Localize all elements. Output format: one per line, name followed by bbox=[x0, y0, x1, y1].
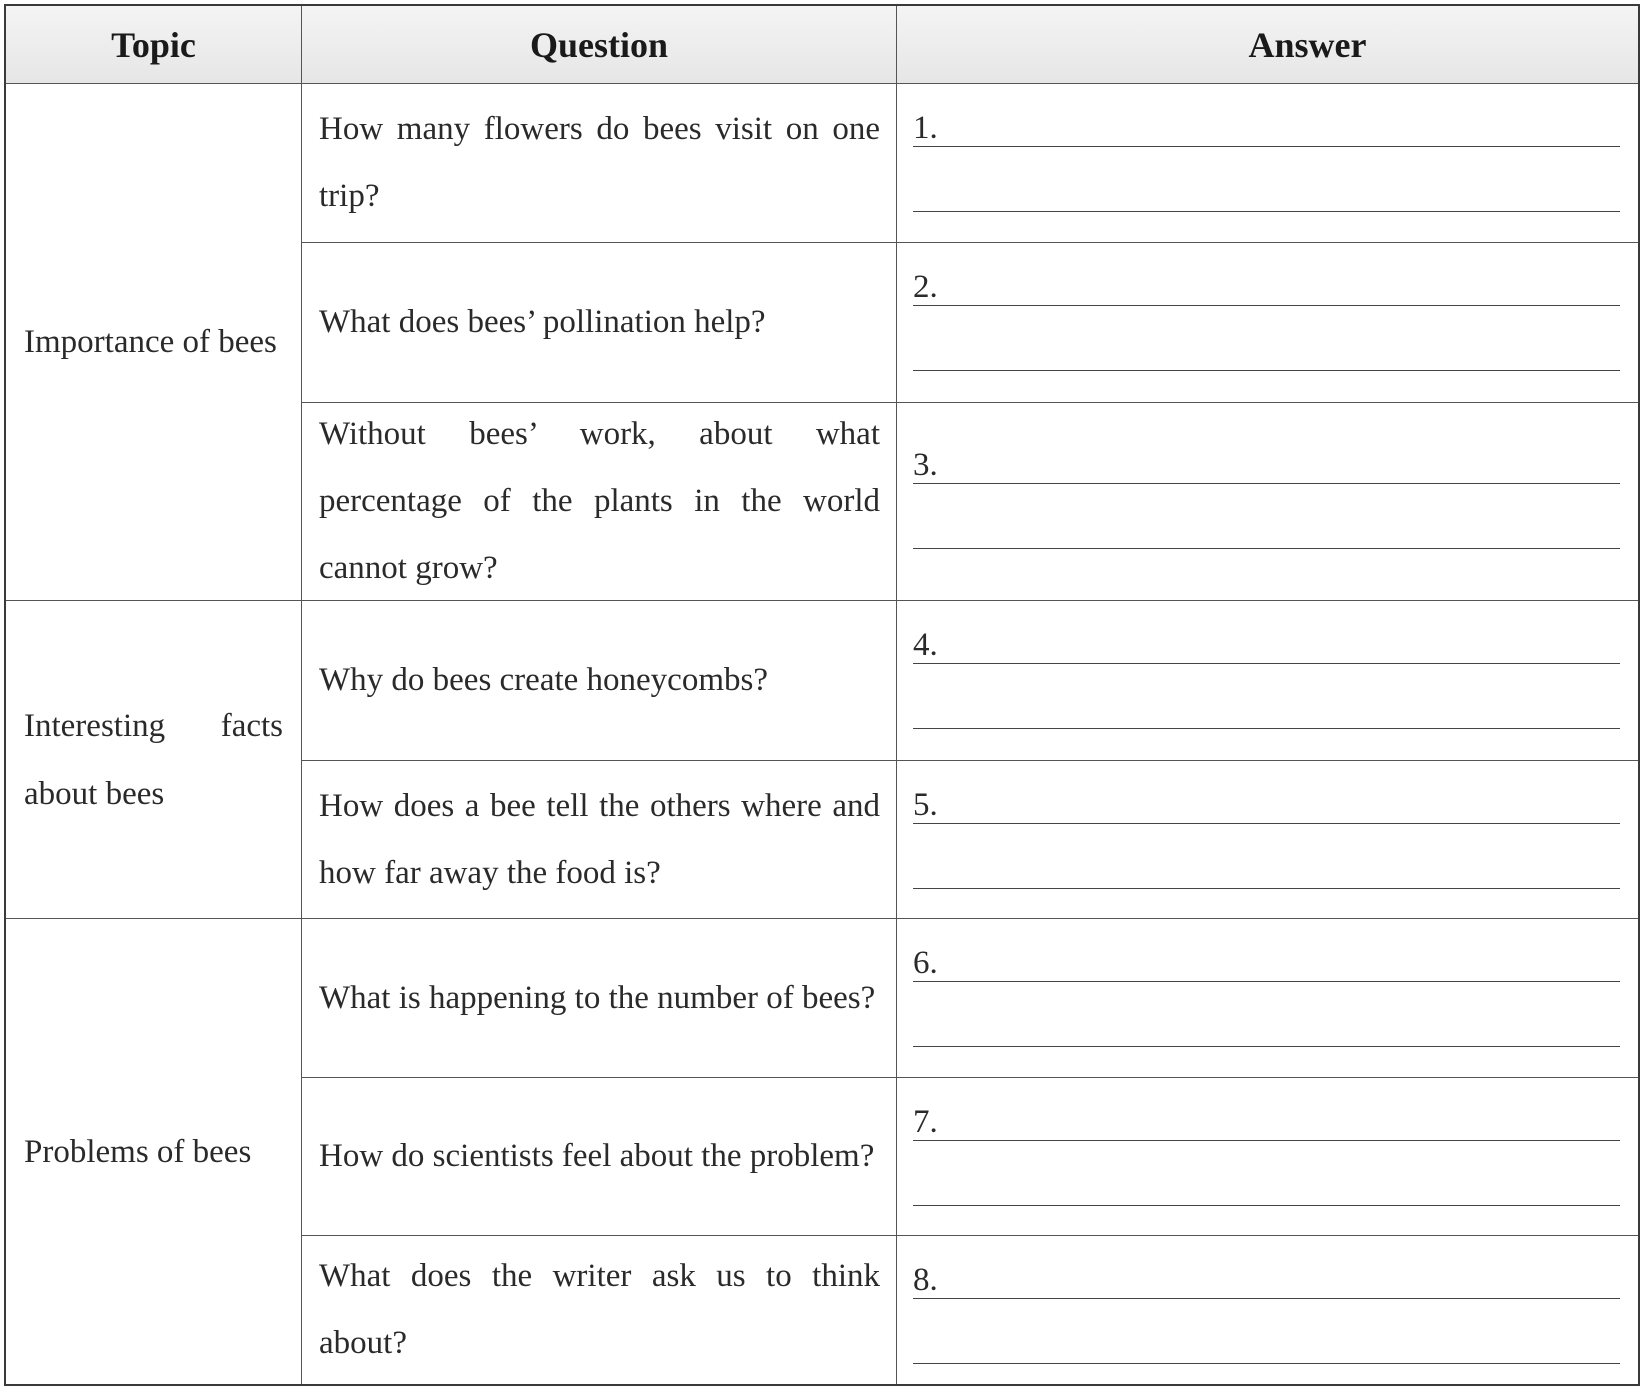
answer-number: 6. bbox=[913, 945, 938, 981]
topic-label: Problems of bees bbox=[24, 1133, 252, 1170]
topic-header bbox=[6, 6, 302, 84]
bee-worksheet-table bbox=[4, 4, 1640, 1386]
topic-cell-interesting-facts bbox=[6, 601, 302, 919]
answer-blank-line[interactable] bbox=[913, 548, 1620, 549]
question-text: Without bees’ work, about what percentage of the plants in the world cannot grow? bbox=[319, 416, 880, 586]
question-cell bbox=[302, 919, 897, 1078]
answer-number: 8. bbox=[913, 1262, 938, 1298]
question-cell bbox=[302, 761, 897, 919]
question-cell bbox=[302, 1078, 897, 1236]
question-cell bbox=[302, 243, 897, 403]
question-text: What is happening to the number of bees? bbox=[319, 979, 876, 1016]
answer-cell[interactable] bbox=[897, 919, 1638, 1078]
question-cell bbox=[302, 1236, 897, 1384]
answer-blank-line[interactable] bbox=[913, 823, 1620, 824]
answer-header-label: Answer bbox=[1248, 24, 1367, 65]
answer-blank-line[interactable] bbox=[913, 370, 1620, 371]
answer-number: 2. bbox=[913, 269, 938, 305]
answer-blank-line[interactable] bbox=[913, 305, 1620, 306]
answer-blank-line[interactable] bbox=[913, 1298, 1620, 1299]
answer-cell[interactable] bbox=[897, 403, 1638, 601]
question-cell bbox=[302, 403, 897, 601]
answer-blank-line[interactable] bbox=[913, 1363, 1620, 1364]
answer-blank-line[interactable] bbox=[913, 483, 1620, 484]
answer-blank-line[interactable] bbox=[913, 1046, 1620, 1047]
answer-blank-line[interactable] bbox=[913, 663, 1620, 664]
question-text: What does the writer ask us to think about? bbox=[319, 1258, 880, 1361]
answer-cell[interactable] bbox=[897, 601, 1638, 761]
answer-blank-line[interactable] bbox=[913, 888, 1620, 889]
answer-blank-line[interactable] bbox=[913, 1140, 1620, 1141]
question-header-label: Question bbox=[529, 24, 669, 65]
answer-blank-line[interactable] bbox=[913, 146, 1620, 147]
question-cell bbox=[302, 84, 897, 243]
answer-number: 7. bbox=[913, 1104, 938, 1140]
answer-cell[interactable] bbox=[897, 1236, 1638, 1384]
answer-blank-line[interactable] bbox=[913, 1205, 1620, 1206]
topic-label: Importance of bees bbox=[24, 324, 277, 360]
question-text: How many flowers do bees visit on one trip? bbox=[319, 111, 880, 214]
answer-cell[interactable] bbox=[897, 761, 1638, 919]
answer-number: 3. bbox=[913, 447, 938, 483]
answer-cell[interactable] bbox=[897, 243, 1638, 403]
answer-number: 1. bbox=[913, 110, 938, 146]
answer-blank-line[interactable] bbox=[913, 981, 1620, 982]
answer-blank-line[interactable] bbox=[913, 728, 1620, 729]
answer-blank-line[interactable] bbox=[913, 211, 1620, 212]
question-header bbox=[302, 6, 897, 84]
answer-number: 5. bbox=[913, 787, 938, 823]
topic-cell-importance bbox=[6, 84, 302, 601]
answer-number: 4. bbox=[913, 627, 938, 663]
question-text: How do scientists feel about the problem? bbox=[319, 1138, 875, 1174]
topic-header-label: Topic bbox=[111, 24, 196, 65]
topic-label: Interesting facts about bees bbox=[24, 707, 283, 812]
answer-cell[interactable] bbox=[897, 84, 1638, 243]
answer-header bbox=[897, 6, 1638, 84]
question-text: Why do bees create honeycombs? bbox=[319, 662, 768, 698]
question-text: What does bees’ pollination help? bbox=[319, 304, 766, 340]
question-cell bbox=[302, 601, 897, 761]
topic-cell-problems bbox=[6, 919, 302, 1384]
answer-cell[interactable] bbox=[897, 1078, 1638, 1236]
question-text: How does a bee tell the others where and how far away the food is? bbox=[319, 787, 880, 891]
